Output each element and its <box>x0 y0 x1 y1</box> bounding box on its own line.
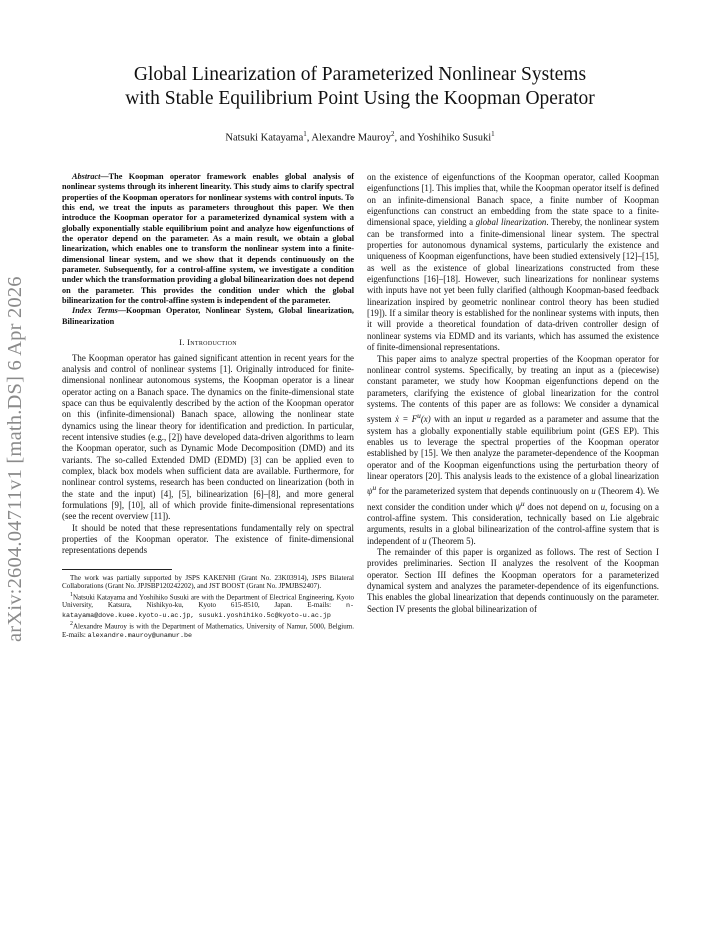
index-terms-text: —Koopman Operator, Nonlinear System, Global linearization, Bilinearization <box>62 306 354 326</box>
footnotes <box>62 574 354 641</box>
author-name: Alexandre Mauroy <box>311 132 392 144</box>
author-name: Yoshihiko Susuki <box>417 132 492 144</box>
math-sup: u <box>520 498 525 508</box>
paragraph-text: This paper aims to analyze spectral properties of the Koopman operator for nonlinear control systems. Specifically, by treating an input as a (piecewise) constant parameter, we study how Koopman eigenfunctions depend on the parameters, clarifying the existence of global linearization for the control systems. The contents of this paper are as follows: We consider a dynamical system <box>367 353 659 425</box>
author-separator: , and <box>394 132 418 144</box>
math-part: ψ <box>515 501 521 512</box>
paragraph-text: does not depend on <box>524 501 601 512</box>
paragraph-text: on the existence of eigenfunctions of the Koopman operator, called Koopman eigenfunctions [1]. This implies that, while the Koopman operator itself is defined on an infinite-dimensional Banach space, a finite number of Koopman eigenfunctions can construct an embedding from the state space to a finite-dimensional space, yielding a <box>367 172 659 228</box>
footnote-mark: 1 <box>70 591 73 598</box>
emphasis-term: global linearization <box>475 217 547 228</box>
abstract-text: —The Koopman operator framework enables global analysis of nonlinear systems through its inherent linearity. This study aims to clarify spectral properties of the Koopman operators for nonlinear systems with control inputs. To this end, we treat the inputs as parameters throughout this paper. We then introduce the Koopman operator for a parameterized dynamical system with a globally exponentially stable equilibrium point and analyze how eigenfunctions of the operator depend on the parameter. As a main result, we obtain a global linearization, which enables one to transform the nonlinear system into a finite-dimensional linear system, and we show that it depends continuously on the parameter. Subsequently, for a control-affine system, we investigate a condition under which the transformation providing a global bilinearization does not depend on the parameter. This provides the condition under which the global bilinearization for the control-affine system is independent of the parameter. <box>62 172 354 306</box>
math-part: ψ <box>367 486 373 497</box>
math-expression <box>367 483 377 497</box>
paragraph-text: , focusing on a control-affine system. This consideration, technically based on Lie algebraic arguments, results in a global bilinearization of the control-affine system that is independent of <box>367 501 659 546</box>
paper-title <box>60 63 660 111</box>
math-symbol: u <box>486 414 492 425</box>
index-terms-label: Index Terms <box>72 306 118 316</box>
section-heading: I. Introduction <box>179 337 237 348</box>
body-paragraph: The Koopman operator has gained significant attention in recent years for the analysis and control of nonlinear systems [1]. Originally introduced for finite-dimensional nonlinear autonomous systems, the Koopman operator is a linear operator acting on a Banach space. The dynamics on the finite-dimensional state space can thus be equivalently described by the action of the Koopman operator on this (infinite-dimensional) Banach space, allowing the nonlinear state dynamics using the linear theory for identification and prediction. In particular, recent intensive studies (e.g., [2]) have developed data-driven algorithms to learn the Koopman operator, such as Dynamic Mode Decomposition (DMD) and its variants. The so-called Extended DMD (EDMD) [3] can be applied even to complex, black box models when sufficient data are available. Furthermore, for nonlinear control systems, research has been conducted on linearization (both in the state and the input) [4], [5], bilinearization [6]–[8], and more general formulations [9], [10], all of which provide finite-dimensional representations (see the recent overview [11]). <box>62 352 354 522</box>
paragraph-text: . Thereby, the nonlinear system can be transformed into a finite-dimensional linear system. The spectral properties for autonomous dynamical systems, particularly the existence and uniqueness of Koopman eigenfunctions, have been studied extensively [12]–[15], as well as the existence of global linearizations constructed from these eigenfunctions [16]–[18]. However, such linearizations for nonlinear systems with inputs have not yet been fully clarified (although Koopman-based feedback linearization inspired by geometric nonlinear control theory has been studied [19]). If a similar theory is established for the nonlinear systems with inputs, then it will provide a theoretical foundation of data-driven controller design of nonlinear systems via EDMD and its variants, which has assumed the existence of finite-dimensional representations. <box>367 217 660 353</box>
author-name: Natsuki Katayama <box>225 132 304 144</box>
abstract-label: Abstract <box>72 172 101 181</box>
title-line-2: with Stable Equilibrium Point Using the Koopman Operator <box>125 88 595 109</box>
body-paragraph: The remainder of this paper is organized as follows. The rest of Section I provides preliminaries. Section II analyzes the resolvent of the Koopman operator. Section III defines the Koopman operators for a parameterized dynamical system and analyzes the parameter-dependence of its eigenfunctions. This enables the global linearization that depends continuously on the parameter. Section IV presents the global bilinearization of <box>367 546 659 614</box>
affiliation-footnote-2 <box>62 620 354 640</box>
paragraph-text: for the parameterized system that depends continuously on <box>376 486 592 497</box>
email-address[interactable]: alexandre.mauroy@unamur.be <box>87 631 192 640</box>
math-symbol: u <box>422 535 427 546</box>
math-expression <box>515 498 525 512</box>
math-expression <box>395 411 431 425</box>
body-paragraph: It should be noted that these representations fundamentally rely on spectral properties of the Koopman operator. The existence of finite-dimensional representations depends <box>62 522 354 556</box>
footnote-text: Alexandre Mauroy is with the Department of Mathematics, University of Namur, 5000, Belgium. E-mails: <box>62 622 354 639</box>
math-symbol: u <box>591 486 596 497</box>
paragraph-text: (Theorem 4). We next consider the condition under which <box>367 486 660 512</box>
title-line-1: Global Linearization of Parameterized Nonlinear Systems <box>133 64 587 85</box>
affiliation-mark: 2 <box>391 130 395 138</box>
paragraph-text: (Theorem 5). <box>426 535 476 546</box>
right-column <box>367 172 659 615</box>
funding-footnote: The work was partially supported by JSPS KAKENHI (Grant No. 23K03914), JSPS Bilateral Collaborations (Grant No. JPJSBP120242202), and JST BOOST (Grant No. JPMJBS2407). <box>62 573 354 591</box>
author-list <box>60 127 660 146</box>
paragraph-text: regarded as a parameter and assume that the system has a globally exponentially stable equilibrium point (GES EP). This enables us to leverage the spectral properties of the Koopman operator established by [15]. We then analyze the parameter-dependence of the Koopman operator and of the Koopman eigenfunctions using the perturbation theory of linear operators [20]. This analysis leads to the existence of a global linearization <box>367 414 659 481</box>
author-separator: , <box>306 132 312 144</box>
index-terms <box>62 306 354 327</box>
footnote-mark: 2 <box>70 621 73 628</box>
abstract <box>62 172 354 306</box>
footnote-text: Natsuki Katayama and Yoshihiko Susuki are with the Department of Electrical Engineering, Kyoto University, Katsura, Nishikyo-ku, Kyoto 615-8510, Japan. E-mails: <box>62 592 354 610</box>
affiliation-mark: 1 <box>303 130 307 138</box>
body-paragraph <box>367 172 659 354</box>
math-part: (x) <box>420 414 431 425</box>
math-sup: u <box>417 411 421 421</box>
paragraph-text: with an input <box>430 414 487 425</box>
email-address[interactable]: n-katayama@dove.kuee.kyoto-u.ac.jp, susuki.yoshihiko.5c@kyoto-u.ac.jp <box>62 602 354 620</box>
body-paragraph <box>367 354 659 547</box>
left-column <box>62 172 354 640</box>
affiliation-mark: 1 <box>491 130 495 138</box>
footnote-divider <box>62 569 172 570</box>
arxiv-identifier: arXiv:2604.04711v1 [math.DS] 6 Apr 2026 <box>4 276 26 642</box>
math-sup: u <box>372 483 377 493</box>
math-part: ẋ = F <box>395 414 418 425</box>
math-symbol: u <box>600 501 606 512</box>
affiliation-footnote-1 <box>62 591 354 621</box>
